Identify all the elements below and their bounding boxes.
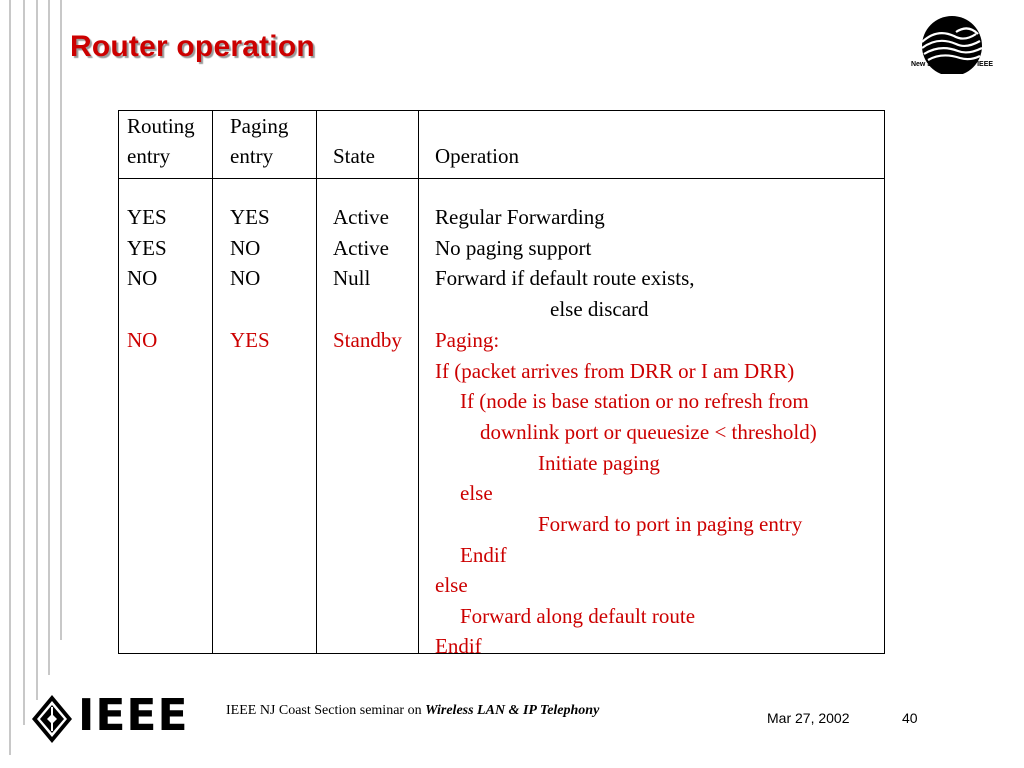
column-divider [212, 111, 213, 653]
decor-line-2 [23, 0, 25, 725]
row2-state: Active [333, 236, 389, 260]
footer-date: Mar 27, 2002 [767, 710, 850, 726]
decor-line-1 [9, 0, 11, 755]
column-divider [316, 111, 317, 653]
ieee-diamond-icon [30, 693, 74, 750]
decor-line-3 [36, 0, 38, 700]
decor-line-5 [60, 0, 62, 640]
logo-caption: New Jersey Coast - IEEE [910, 61, 994, 68]
row4-operation-line10: Forward along default route [460, 604, 696, 628]
footer-seminar-prefix: IEEE NJ Coast Section seminar on [226, 703, 426, 718]
row1-state: Active [333, 205, 389, 229]
header-operation: Operation [435, 144, 519, 168]
row4-operation-line2: If (packet arrives from DRR or I am DRR) [435, 359, 795, 383]
row4-operation-line4: downlink port or queuesize < threshold) [480, 420, 817, 444]
footer-seminar-text [226, 703, 599, 719]
ieee-logo-text: IEEE [78, 690, 189, 741]
nj-coast-logo [902, 14, 1002, 79]
row4-operation-line11: Endif [435, 634, 482, 658]
header-paging-line1: Paging [230, 114, 289, 138]
row1-paging: YES [230, 205, 270, 229]
row3-operation-line2: else discard [550, 297, 649, 321]
row4-operation-line9: else [435, 573, 468, 597]
row3-operation-line1: Forward if default route exists, [435, 266, 695, 290]
row2-paging: NO [230, 236, 261, 260]
header-paging-line2: entry [230, 144, 274, 168]
row4-operation-line3: If (node is base station or no refresh from [460, 389, 809, 413]
row4-state: Standby [333, 328, 402, 352]
row4-operation-line8: Endif [460, 543, 507, 567]
footer-seminar-topic: Wireless LAN & IP Telephony [425, 703, 600, 718]
row2-operation: No paging support [435, 236, 592, 260]
row4-paging: YES [230, 328, 270, 352]
row4-operation-line1: Paging: [435, 328, 500, 352]
header-divider [119, 178, 884, 179]
row4-routing: NO [127, 328, 158, 352]
page-number: 40 [902, 710, 918, 726]
row4-operation-line5: Initiate paging [538, 451, 660, 475]
row1-operation: Regular Forwarding [435, 205, 605, 229]
header-routing-line2: entry [127, 144, 171, 168]
row4-operation-line6: else [460, 481, 493, 505]
router-operation-table [118, 110, 885, 658]
row2-routing: YES [127, 236, 167, 260]
row3-state: Null [333, 266, 371, 290]
row4-operation-line7: Forward to port in paging entry [538, 512, 803, 536]
column-divider [418, 111, 419, 653]
row1-routing: YES [127, 205, 167, 229]
decor-line-4 [48, 0, 50, 675]
row3-routing: NO [127, 266, 158, 290]
header-routing-line1: Routing [127, 114, 195, 138]
row3-paging: NO [230, 266, 261, 290]
page-title: Router operation [70, 30, 315, 63]
header-state: State [333, 144, 375, 168]
